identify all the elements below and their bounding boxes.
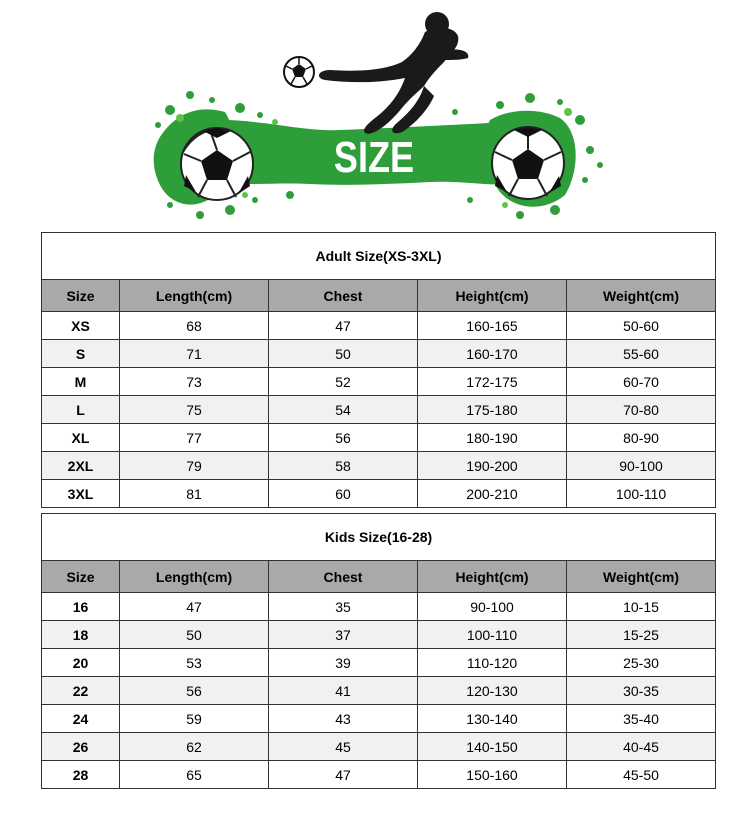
- adult-cell-size: S: [42, 340, 120, 368]
- table-row: [42, 649, 716, 677]
- kids-cell-height: 130-140: [418, 705, 567, 733]
- adult-cell-height: 160-170: [418, 340, 567, 368]
- table-row: [42, 733, 716, 761]
- adult-header-length: Length(cm): [120, 280, 269, 312]
- kids-cell-weight: 30-35: [567, 677, 716, 705]
- adult-cell-chest: 58: [269, 452, 418, 480]
- kids-cell-height: 90-100: [418, 593, 567, 621]
- adult-cell-length: 81: [120, 480, 269, 508]
- kids-header-height: Height(cm): [418, 561, 567, 593]
- banner-title: SIZE: [333, 132, 415, 182]
- adult-cell-chest: 50: [269, 340, 418, 368]
- table-row: [42, 705, 716, 733]
- adult-cell-weight: 100-110: [567, 480, 716, 508]
- kids-cell-length: 56: [120, 677, 269, 705]
- kids-header-weight: Weight(cm): [567, 561, 716, 593]
- adult-cell-length: 68: [120, 312, 269, 340]
- kids-header-row: [42, 561, 716, 593]
- adult-cell-chest: 54: [269, 396, 418, 424]
- adult-cell-height: 190-200: [418, 452, 567, 480]
- adult-cell-chest: 56: [269, 424, 418, 452]
- kids-cell-height: 120-130: [418, 677, 567, 705]
- kids-cell-size: 24: [42, 705, 120, 733]
- table-row: [42, 621, 716, 649]
- adult-cell-chest: 47: [269, 312, 418, 340]
- adult-cell-chest: 52: [269, 368, 418, 396]
- kids-cell-length: 53: [120, 649, 269, 677]
- kids-header-size: Size: [42, 561, 120, 593]
- kids-cell-length: 65: [120, 761, 269, 789]
- kids-header-length: Length(cm): [120, 561, 269, 593]
- kids-cell-weight: 45-50: [567, 761, 716, 789]
- table-row: [42, 480, 716, 508]
- kids-cell-size: 20: [42, 649, 120, 677]
- adult-table-caption: Adult Size(XS-3XL): [42, 233, 716, 280]
- adult-cell-weight: 60-70: [567, 368, 716, 396]
- adult-cell-size: XS: [42, 312, 120, 340]
- adult-cell-height: 172-175: [418, 368, 567, 396]
- adult-cell-length: 77: [120, 424, 269, 452]
- table-row: [42, 452, 716, 480]
- table-row: [42, 593, 716, 621]
- player-silhouette: [319, 12, 468, 134]
- adult-cell-weight: 55-60: [567, 340, 716, 368]
- kids-cell-weight: 40-45: [567, 733, 716, 761]
- adult-cell-weight: 90-100: [567, 452, 716, 480]
- adult-header-chest: Chest: [269, 280, 418, 312]
- table-row: [42, 761, 716, 789]
- right-soccer-ball: [492, 127, 564, 199]
- adult-cell-size: L: [42, 396, 120, 424]
- kids-cell-size: 26: [42, 733, 120, 761]
- kids-cell-height: 150-160: [418, 761, 567, 789]
- left-soccer-ball: [181, 128, 253, 200]
- adult-cell-length: 79: [120, 452, 269, 480]
- kids-cell-size: 22: [42, 677, 120, 705]
- kids-cell-size: 16: [42, 593, 120, 621]
- adult-cell-height: 175-180: [418, 396, 567, 424]
- table-row: [42, 396, 716, 424]
- adult-cell-height: 160-165: [418, 312, 567, 340]
- table-row: [42, 340, 716, 368]
- adult-header-row: [42, 280, 716, 312]
- kids-cell-weight: 35-40: [567, 705, 716, 733]
- adult-header-weight: Weight(cm): [567, 280, 716, 312]
- kids-cell-weight: 10-15: [567, 593, 716, 621]
- kids-cell-chest: 41: [269, 677, 418, 705]
- kids-size-table: [41, 513, 716, 789]
- adult-cell-length: 75: [120, 396, 269, 424]
- adult-size-table: [41, 232, 716, 508]
- kids-table-body: [42, 593, 716, 789]
- adult-header-height: Height(cm): [418, 280, 567, 312]
- kids-cell-height: 110-120: [418, 649, 567, 677]
- adult-cell-weight: 80-90: [567, 424, 716, 452]
- kids-cell-chest: 45: [269, 733, 418, 761]
- kids-cell-length: 62: [120, 733, 269, 761]
- kids-cell-weight: 25-30: [567, 649, 716, 677]
- table-row: [42, 368, 716, 396]
- adult-cell-length: 73: [120, 368, 269, 396]
- adult-cell-weight: 50-60: [567, 312, 716, 340]
- small-soccer-ball: [284, 57, 314, 87]
- adult-cell-size: M: [42, 368, 120, 396]
- table-row: [42, 424, 716, 452]
- adult-cell-chest: 60: [269, 480, 418, 508]
- adult-table-body: [42, 312, 716, 508]
- adult-cell-height: 200-210: [418, 480, 567, 508]
- adult-cell-weight: 70-80: [567, 396, 716, 424]
- kids-header-chest: Chest: [269, 561, 418, 593]
- table-row: [42, 677, 716, 705]
- adult-cell-length: 71: [120, 340, 269, 368]
- kids-cell-chest: 35: [269, 593, 418, 621]
- kids-cell-chest: 43: [269, 705, 418, 733]
- adult-cell-size: XL: [42, 424, 120, 452]
- adult-header-size: Size: [42, 280, 120, 312]
- kids-cell-size: 28: [42, 761, 120, 789]
- kids-table-caption: Kids Size(16-28): [42, 514, 716, 561]
- kids-cell-height: 100-110: [418, 621, 567, 649]
- adult-cell-height: 180-190: [418, 424, 567, 452]
- kids-cell-length: 47: [120, 593, 269, 621]
- size-banner: [0, 0, 750, 232]
- adult-cell-size: 2XL: [42, 452, 120, 480]
- kids-cell-chest: 37: [269, 621, 418, 649]
- table-row: [42, 312, 716, 340]
- kids-cell-height: 140-150: [418, 733, 567, 761]
- kids-cell-chest: 47: [269, 761, 418, 789]
- adult-cell-size: 3XL: [42, 480, 120, 508]
- kids-cell-weight: 15-25: [567, 621, 716, 649]
- kids-cell-chest: 39: [269, 649, 418, 677]
- kids-cell-length: 50: [120, 621, 269, 649]
- kids-cell-size: 18: [42, 621, 120, 649]
- kids-cell-length: 59: [120, 705, 269, 733]
